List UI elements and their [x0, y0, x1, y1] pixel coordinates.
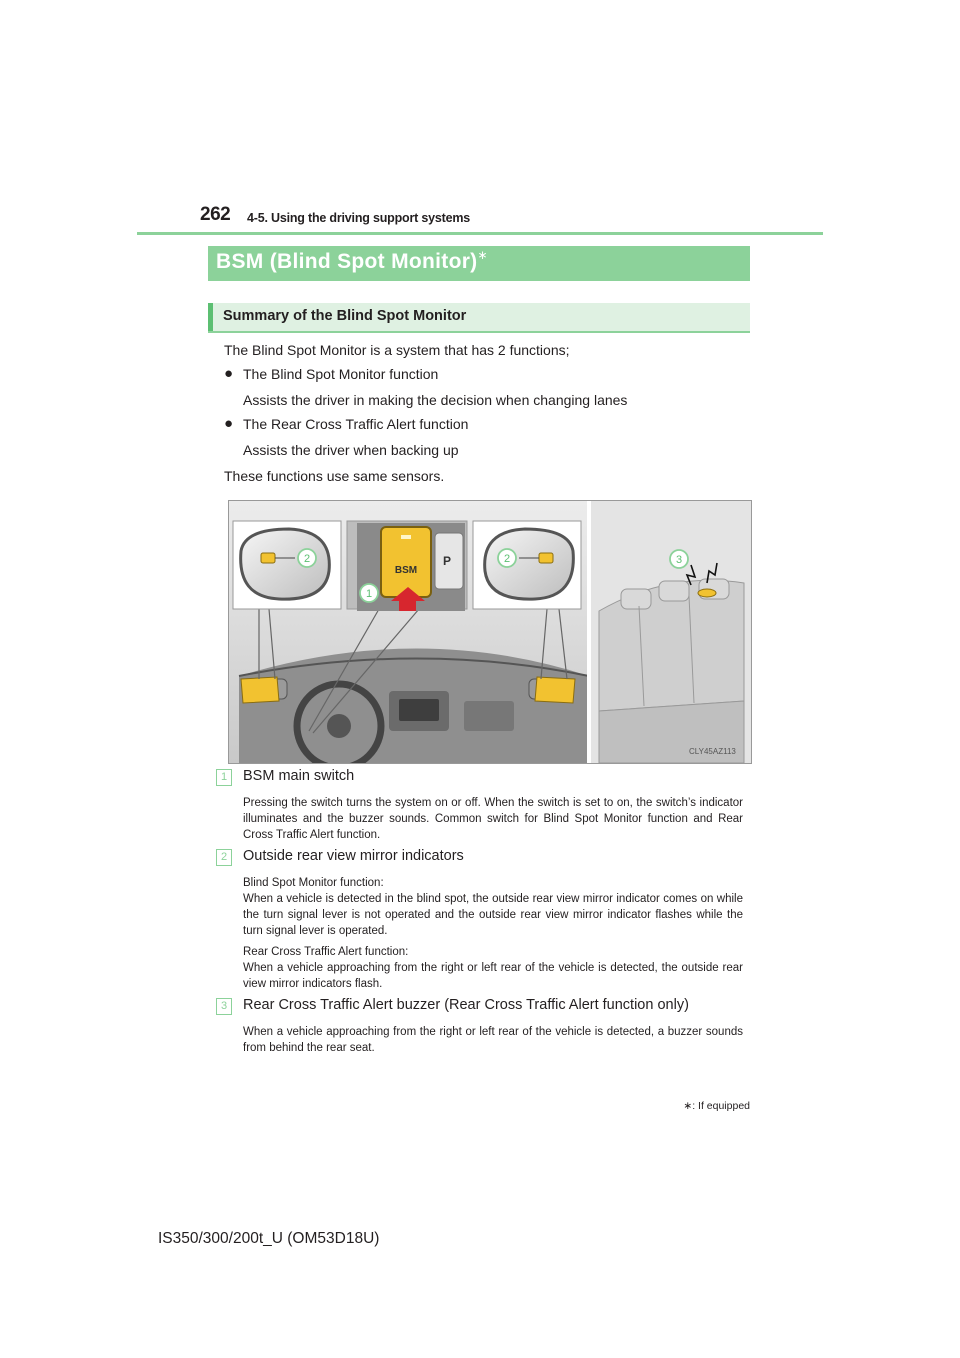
- header-rule: [137, 232, 823, 235]
- subheading-bar: [208, 303, 750, 331]
- bullet-icon: ●: [224, 365, 234, 382]
- subheading: Summary of the Blind Spot Monitor: [223, 308, 467, 324]
- item-number-box: 2: [216, 849, 232, 866]
- section-label: 4-5. Using the driving support systems: [247, 211, 471, 225]
- figure-code: CLY45AZ113: [689, 747, 736, 756]
- subheading-edge: [208, 303, 213, 331]
- item-number-box: 1: [216, 769, 232, 786]
- callout-2-left: [298, 549, 316, 567]
- footnote-mark: ∗: [477, 248, 488, 262]
- svg-text:2: 2: [503, 553, 511, 565]
- illustration-svg: [229, 501, 751, 763]
- svg-text:3: 3: [675, 554, 683, 566]
- footnote: [683, 1100, 750, 1112]
- item-number-box: 3: [216, 998, 232, 1015]
- item-description: Rear Cross Traffic Alert function:: [243, 946, 409, 958]
- bsm-illustration: [228, 500, 752, 764]
- callout-3: [670, 550, 688, 568]
- title-bar: [208, 246, 750, 281]
- intro-lead: The Blind Spot Monitor is a system that has 2 functions;: [224, 342, 570, 358]
- bullet-desc: Assists the driver when backing up: [243, 442, 459, 458]
- subheading-underline: [208, 331, 750, 333]
- item-description: When a vehicle is detected in the blind spot, the outside rear view mirror indicator comes on while the turn signal lever is not operated and the outside rear view mirror indicator flashes while the turn signal lever is operated.: [243, 893, 743, 937]
- switch-label: BSM: [394, 565, 418, 576]
- footnote-mark: ∗: [683, 1100, 693, 1112]
- footer-model-code: IS350/300/200t_U (OM53D18U): [158, 1230, 380, 1247]
- svg-text:2: 2: [303, 553, 311, 565]
- bullet-icon: ●: [224, 415, 234, 432]
- item-title: Outside rear view mirror indicators: [243, 848, 464, 864]
- car-mirror-right: [535, 677, 575, 703]
- item-description: Blind Spot Monitor function:: [243, 877, 384, 889]
- svg-text:1: 1: [365, 588, 373, 600]
- footnote-text: : If equipped: [692, 1100, 750, 1112]
- item-title: BSM main switch: [243, 768, 355, 784]
- item-description: Pressing the switch turns the system on or off. When the switch is set to on, the switch’s indicator illuminates and the buzzer sounds. Common switch for Blind Spot Monitor function and Rear Cross Traffic Alert function.: [243, 797, 743, 841]
- mirror-inset-right: [473, 521, 581, 609]
- bullet-label: The Rear Cross Traffic Alert function: [243, 416, 469, 432]
- bullet-label: The Blind Spot Monitor function: [243, 366, 439, 382]
- item-description: When a vehicle approaching from the right or left rear of the vehicle is detected, a buzzer sounds from behind the rear seat.: [243, 1026, 743, 1054]
- item-description: When a vehicle approaching from the right or left rear of the vehicle is detected, the outside rear view mirror indicators flash.: [243, 962, 743, 990]
- rear-seat-drawing: [591, 501, 751, 763]
- mirror-inset-left: [233, 521, 341, 609]
- page-number: 262: [200, 204, 231, 225]
- bullet-item: [224, 415, 469, 432]
- parking-sensor-label: P: [443, 554, 452, 568]
- callout-1: [360, 584, 378, 602]
- bullet-desc: Assists the driver in making the decision when changing lanes: [243, 392, 628, 408]
- car-mirror-left: [241, 677, 279, 703]
- intro-closing: These functions use same sensors.: [224, 468, 445, 484]
- item-title: Rear Cross Traffic Alert buzzer (Rear Cross Traffic Alert function only): [243, 997, 689, 1013]
- callout-2-right: [498, 549, 516, 567]
- bullet-item: [224, 365, 439, 382]
- page-title: BSM (Blind Spot Monitor)∗: [216, 248, 488, 273]
- dashboard-drawing: [239, 649, 589, 764]
